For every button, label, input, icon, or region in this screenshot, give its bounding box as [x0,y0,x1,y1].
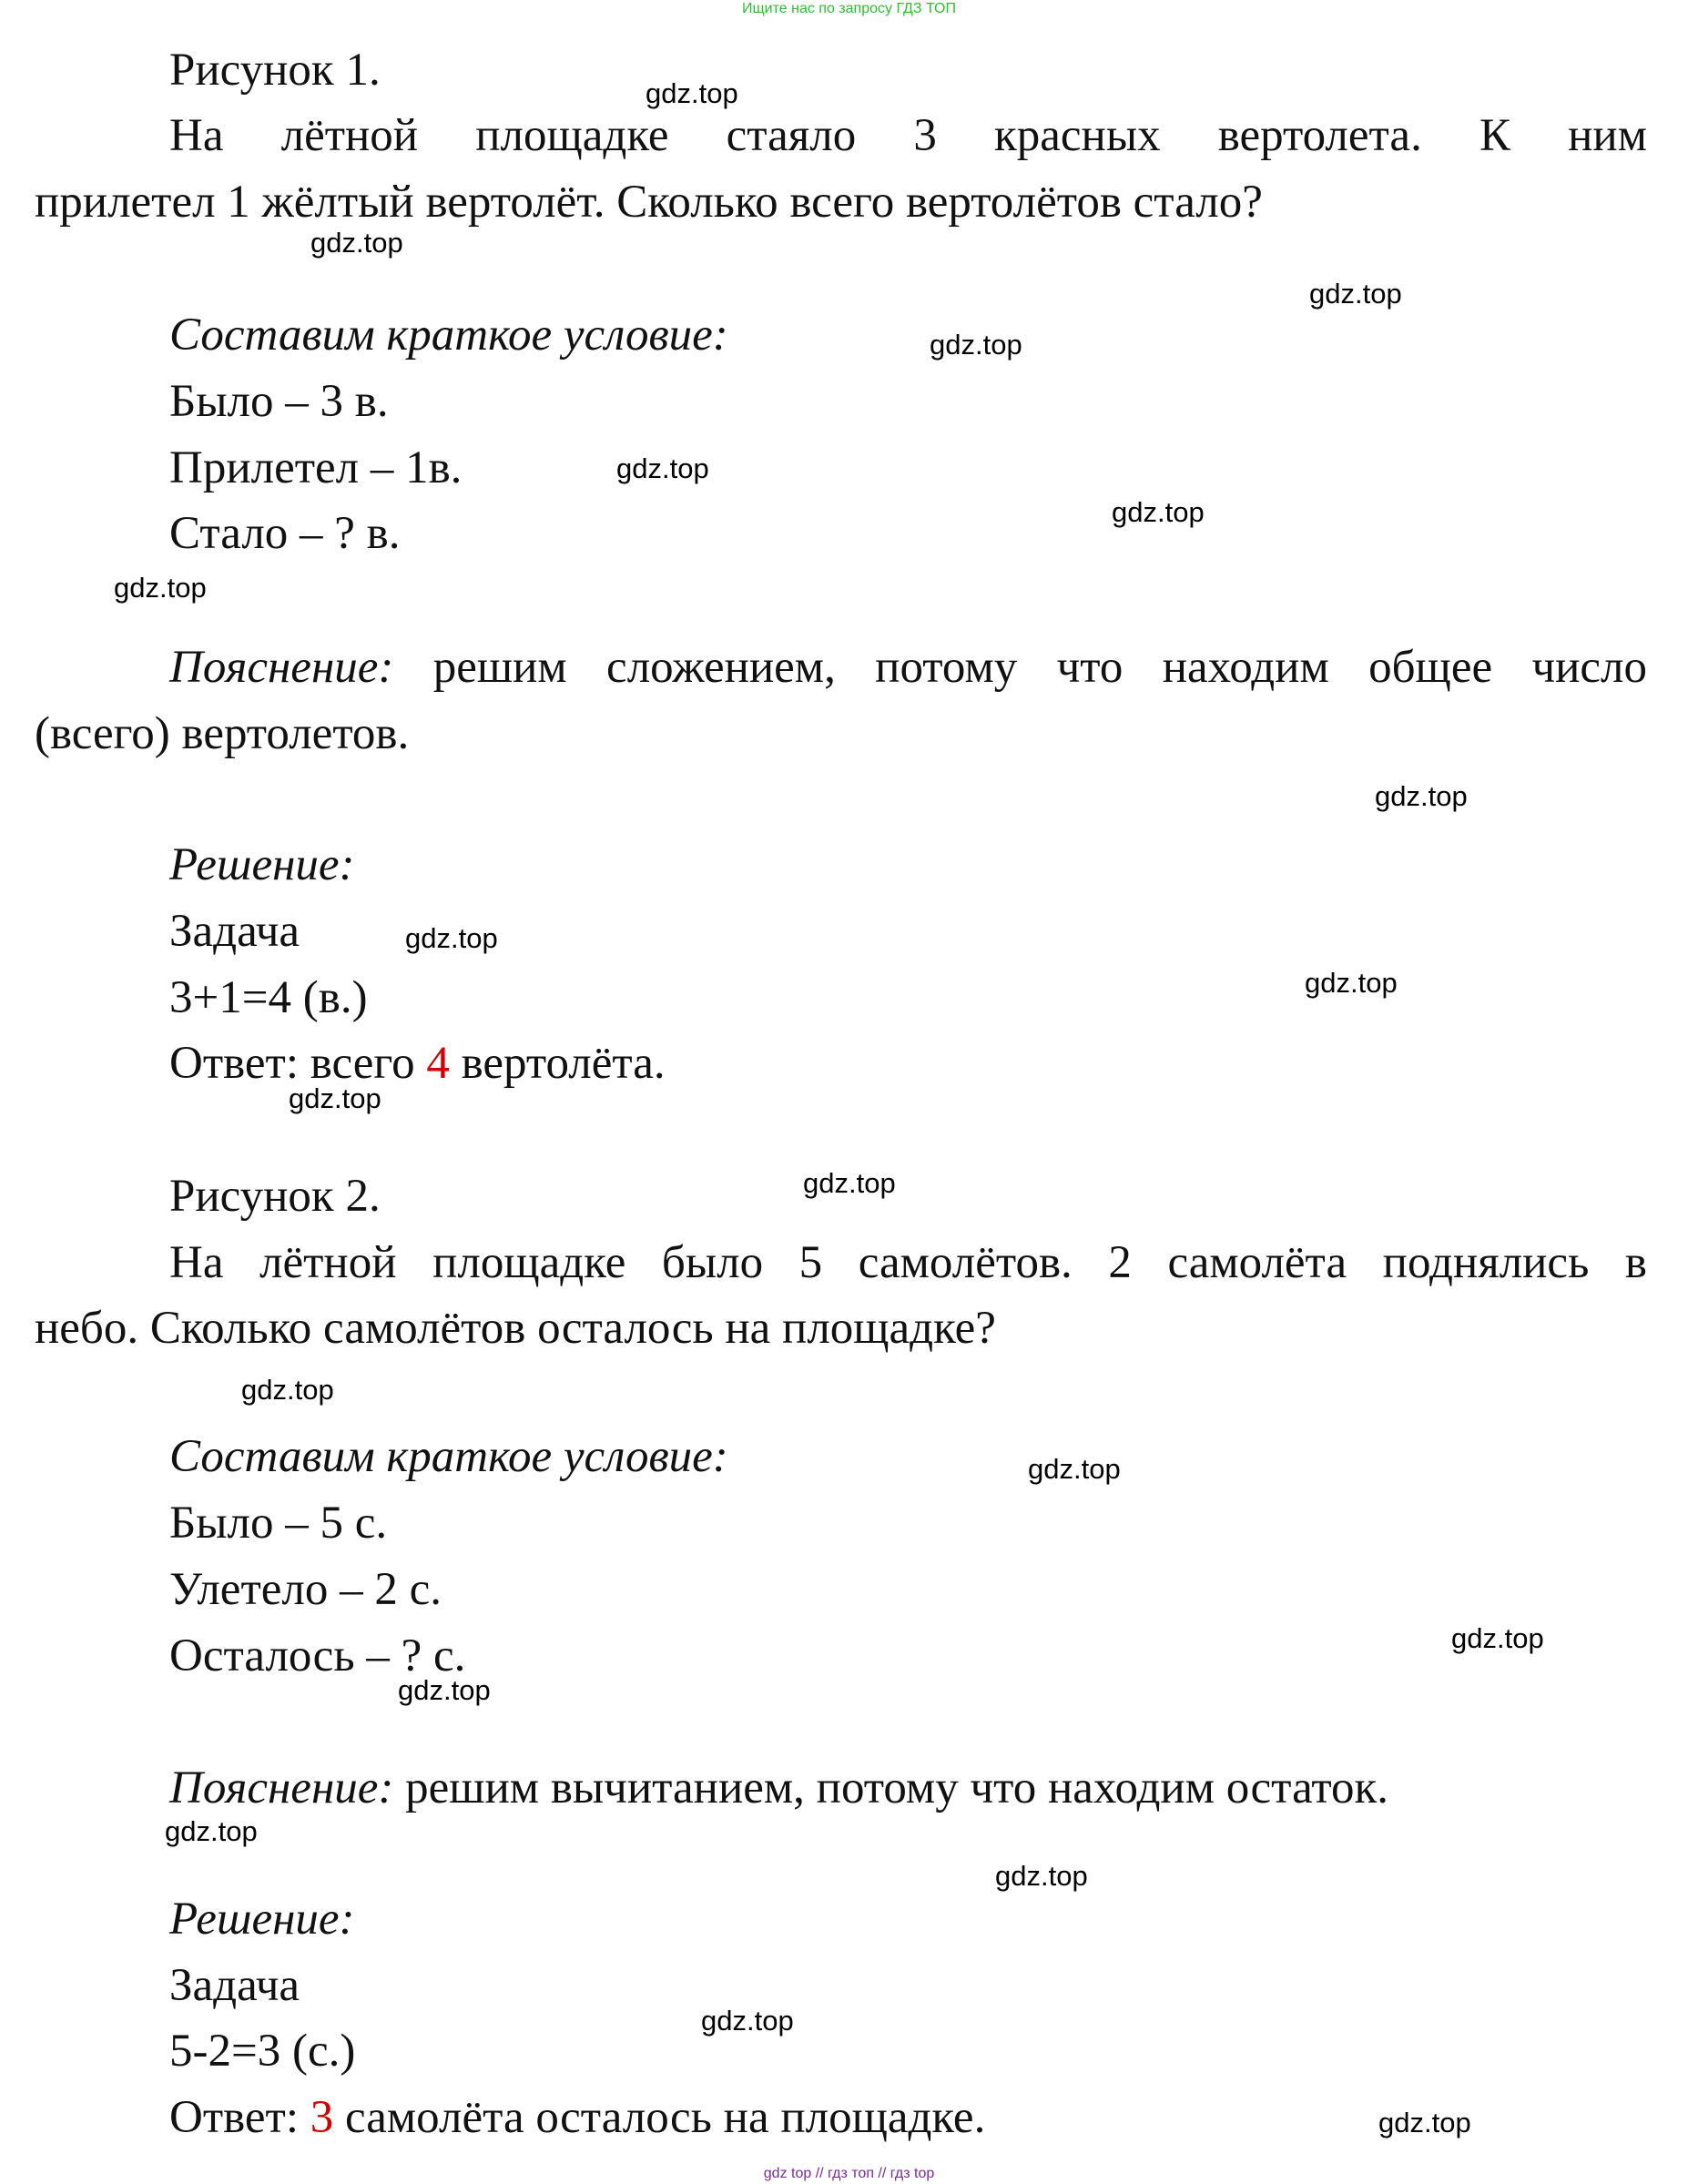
task1-answer-prefix: Ответ: всего [169,1038,427,1089]
watermark: gdz.top [930,329,1022,361]
watermark: gdz.top [289,1082,381,1114]
top-banner[interactable]: Ищите нас по запросу ГДЗ ТОП [742,1,956,16]
task1-condition-became: Стало – ? в. [169,508,401,559]
task2-answer-prefix: Ответ: [169,2092,310,2143]
task1-explanation-label: Пояснение: [169,642,394,693]
watermark: gdz.top [398,1674,491,1706]
watermark: gdz.top [405,922,498,954]
task1-condition-heading: Составим краткое условие: [169,310,728,361]
task1-solution-heading: Решение: [169,839,355,890]
task1-explanation-line2: (всего) вертолетов. [35,708,410,759]
task2-answer-suffix: самолёта осталось на площадке. [333,2092,986,2143]
task2-solution-heading: Решение: [169,1894,355,1945]
task2-problem-line2: небо. Сколько самолётов осталось на площадке? [35,1303,996,1354]
watermark: gdz.top [1305,967,1398,999]
watermark: gdz.top [310,227,403,259]
task1-condition-arrived: Прилетел – 1в. [169,442,463,493]
task2-condition-heading: Составим краткое условие: [169,1431,728,1482]
task2-answer [169,2089,985,2146]
bottom-banner[interactable]: gdz top // гдз топ // гдз top [763,2166,935,2181]
watermark: gdz.top [646,77,738,109]
task2-condition-left: Осталось – ? с. [169,1630,466,1681]
task2-equation: 5-2=3 (с.) [169,2026,356,2077]
watermark: gdz.top [1378,2107,1471,2138]
watermark: gdz.top [1451,1622,1544,1654]
task2-answer-value: 3 [310,2092,334,2143]
task1-explanation-text: решим сложением, потому что находим общее число [393,642,1647,693]
task1-explanation-line1 [169,639,1647,696]
figure-2-title: Рисунок 2. [169,1171,381,1222]
task2-condition-flew: Улетело – 2 с. [169,1564,442,1615]
task1-equation: 3+1=4 (в.) [169,972,368,1023]
figure-1-title: Рисунок 1. [169,45,381,96]
task1-answer-suffix: вертолёта. [449,1038,666,1089]
task1-condition-had: Было – 3 в. [169,376,389,427]
watermark: gdz.top [1309,278,1402,310]
task2-condition-had: Было – 5 с. [169,1498,388,1549]
task2-explanation-text: решим вычитанием, потому что находим остаток. [393,1762,1389,1813]
watermark: gdz.top [616,452,709,484]
watermark: gdz.top [1028,1453,1121,1485]
watermark: gdz.top [1112,496,1205,528]
task2-explanation-label: Пояснение: [169,1762,394,1813]
task1-answer-value: 4 [426,1038,450,1089]
watermark: gdz.top [114,572,207,604]
watermark: gdz.top [995,1860,1088,1892]
task2-explanation [169,1760,1388,1816]
task1-problem-line1: На лётной площадке стаяло 3 красных вертолета. К ним [169,110,1647,161]
watermark: gdz.top [803,1167,896,1199]
watermark: gdz.top [241,1374,334,1406]
task2-problem-line1: На лётной площадке было 5 самолётов. 2 самолёта поднялись в [169,1237,1647,1288]
watermark: gdz.top [165,1815,258,1847]
watermark: gdz.top [1375,780,1468,812]
task1-task-label: Задача [169,906,300,957]
task2-task-label: Задача [169,1960,300,2011]
watermark: gdz.top [701,2005,794,2037]
task1-answer [169,1035,666,1092]
task1-problem-line2: прилетел 1 жёлтый вертолёт. Сколько всего вертолётов стало? [35,177,1263,228]
